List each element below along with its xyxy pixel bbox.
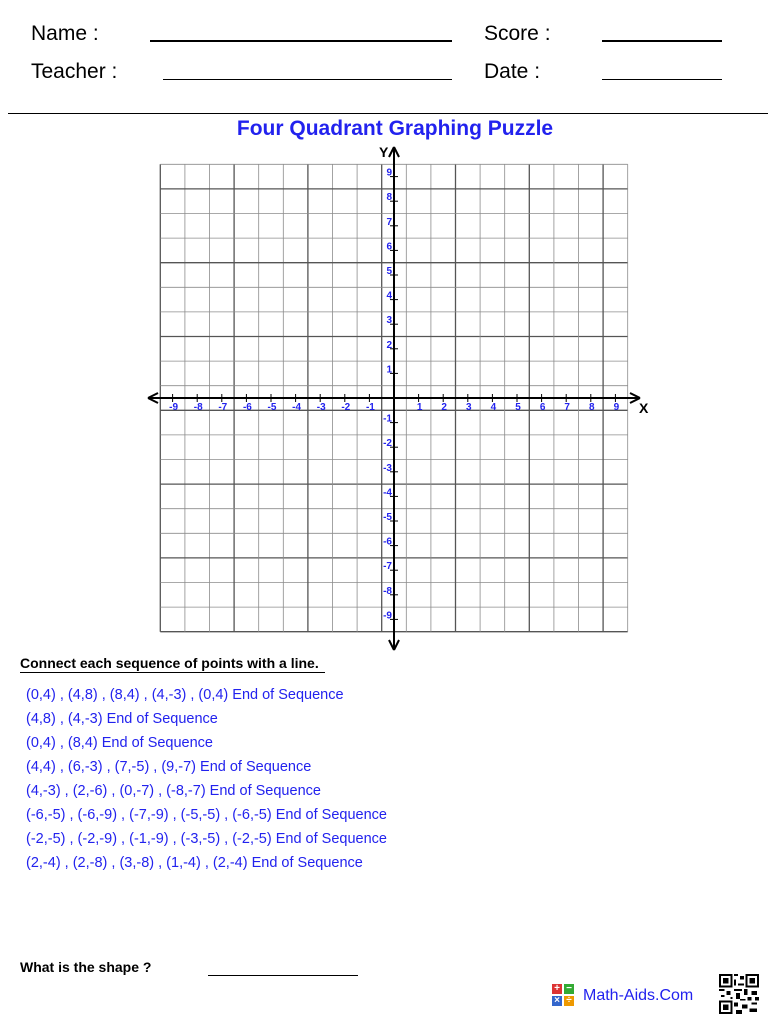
x-axis-label: X	[639, 400, 649, 416]
y-tick-label: -9	[383, 610, 392, 622]
y-tick-label: 8	[386, 192, 392, 204]
x-tick-label: -5	[267, 402, 277, 413]
y-tick-label: -7	[383, 561, 392, 573]
page-title: Four Quadrant Graphing Puzzle	[236, 117, 554, 140]
y-tick-label: -8	[383, 585, 392, 597]
x-tick-label: 7	[564, 402, 570, 413]
sequence-item: (-2,-5) , (-2,-9) , (-1,-9) , (-3,-5) , (-2,-5) End of Sequence	[26, 831, 387, 847]
sequence-item: (0,4) , (8,4) End of Sequence	[26, 735, 213, 751]
score-label: Score :	[484, 22, 551, 45]
y-tick-label: 2	[386, 339, 392, 351]
x-tick-label: 3	[466, 402, 472, 413]
x-tick-label: -8	[193, 402, 203, 413]
sequence-item: (4,8) , (4,-3) End of Sequence	[26, 711, 218, 727]
qr-code-icon	[719, 974, 759, 1014]
x-tick-label: 9	[613, 402, 620, 413]
y-tick-label: 5	[386, 266, 392, 277]
y-tick-label: -1	[383, 413, 392, 425]
sequence-item: (4,4) , (6,-3) , (7,-5) , (9,-7) End of Sequence	[26, 759, 312, 775]
x-tick-label: -4	[292, 402, 302, 413]
instructions-heading: Connect each sequence of points with a line.	[20, 655, 325, 673]
sequence-item: (4,-3) , (2,-6) , (0,-7) , (-8,-7) End of Sequence	[26, 783, 321, 799]
y-tick-label: -3	[383, 462, 392, 474]
brand-text: Math-Aids.Com	[583, 987, 694, 1004]
y-tick-label: -5	[383, 512, 392, 523]
y-tick-label: 7	[386, 216, 392, 228]
x-tick-label: 5	[515, 402, 521, 413]
y-tick-label: -2	[383, 438, 392, 450]
x-tick-label: -1	[365, 402, 375, 413]
sequence-item: (-6,-5) , (-6,-9) , (-7,-9) , (-5,-5) , (-6,-5) End of Sequence	[26, 807, 387, 823]
x-tick-label: 2	[441, 402, 447, 413]
x-tick-label: -9	[169, 402, 179, 413]
brand-link[interactable]	[552, 984, 693, 1008]
y-tick-label: -4	[383, 487, 392, 499]
shape-question: What is the shape ?	[20, 959, 152, 975]
x-tick-label: 8	[589, 402, 595, 413]
answer-field[interactable]	[208, 975, 358, 976]
x-tick-label: 4	[490, 402, 497, 413]
sequence-item: (0,4) , (4,8) , (8,4) , (4,-3) , (0,4) End of Sequence	[26, 687, 344, 703]
y-tick-label: 6	[386, 241, 392, 253]
y-tick-label: 3	[386, 315, 392, 327]
y-tick-label: 1	[386, 364, 392, 376]
calculator-icon: + − × ÷	[552, 984, 576, 1008]
date-label: Date :	[484, 60, 541, 83]
y-tick-label: 4	[386, 290, 392, 302]
y-tick-label: 9	[386, 167, 392, 179]
x-tick-label: 6	[539, 402, 546, 413]
x-tick-label: -2	[341, 402, 351, 413]
x-tick-label: -6	[242, 402, 252, 413]
teacher-label: Teacher :	[31, 60, 118, 83]
x-tick-label: -7	[218, 402, 228, 413]
x-tick-label: -3	[316, 402, 326, 413]
x-tick-label: 1	[416, 402, 423, 413]
sequence-item: (2,-4) , (2,-8) , (3,-8) , (1,-4) , (2,-4) End of Sequence	[26, 855, 363, 871]
name-label: Name :	[31, 22, 99, 45]
y-axis-label: Y	[379, 144, 389, 160]
y-tick-label: -6	[383, 536, 392, 548]
